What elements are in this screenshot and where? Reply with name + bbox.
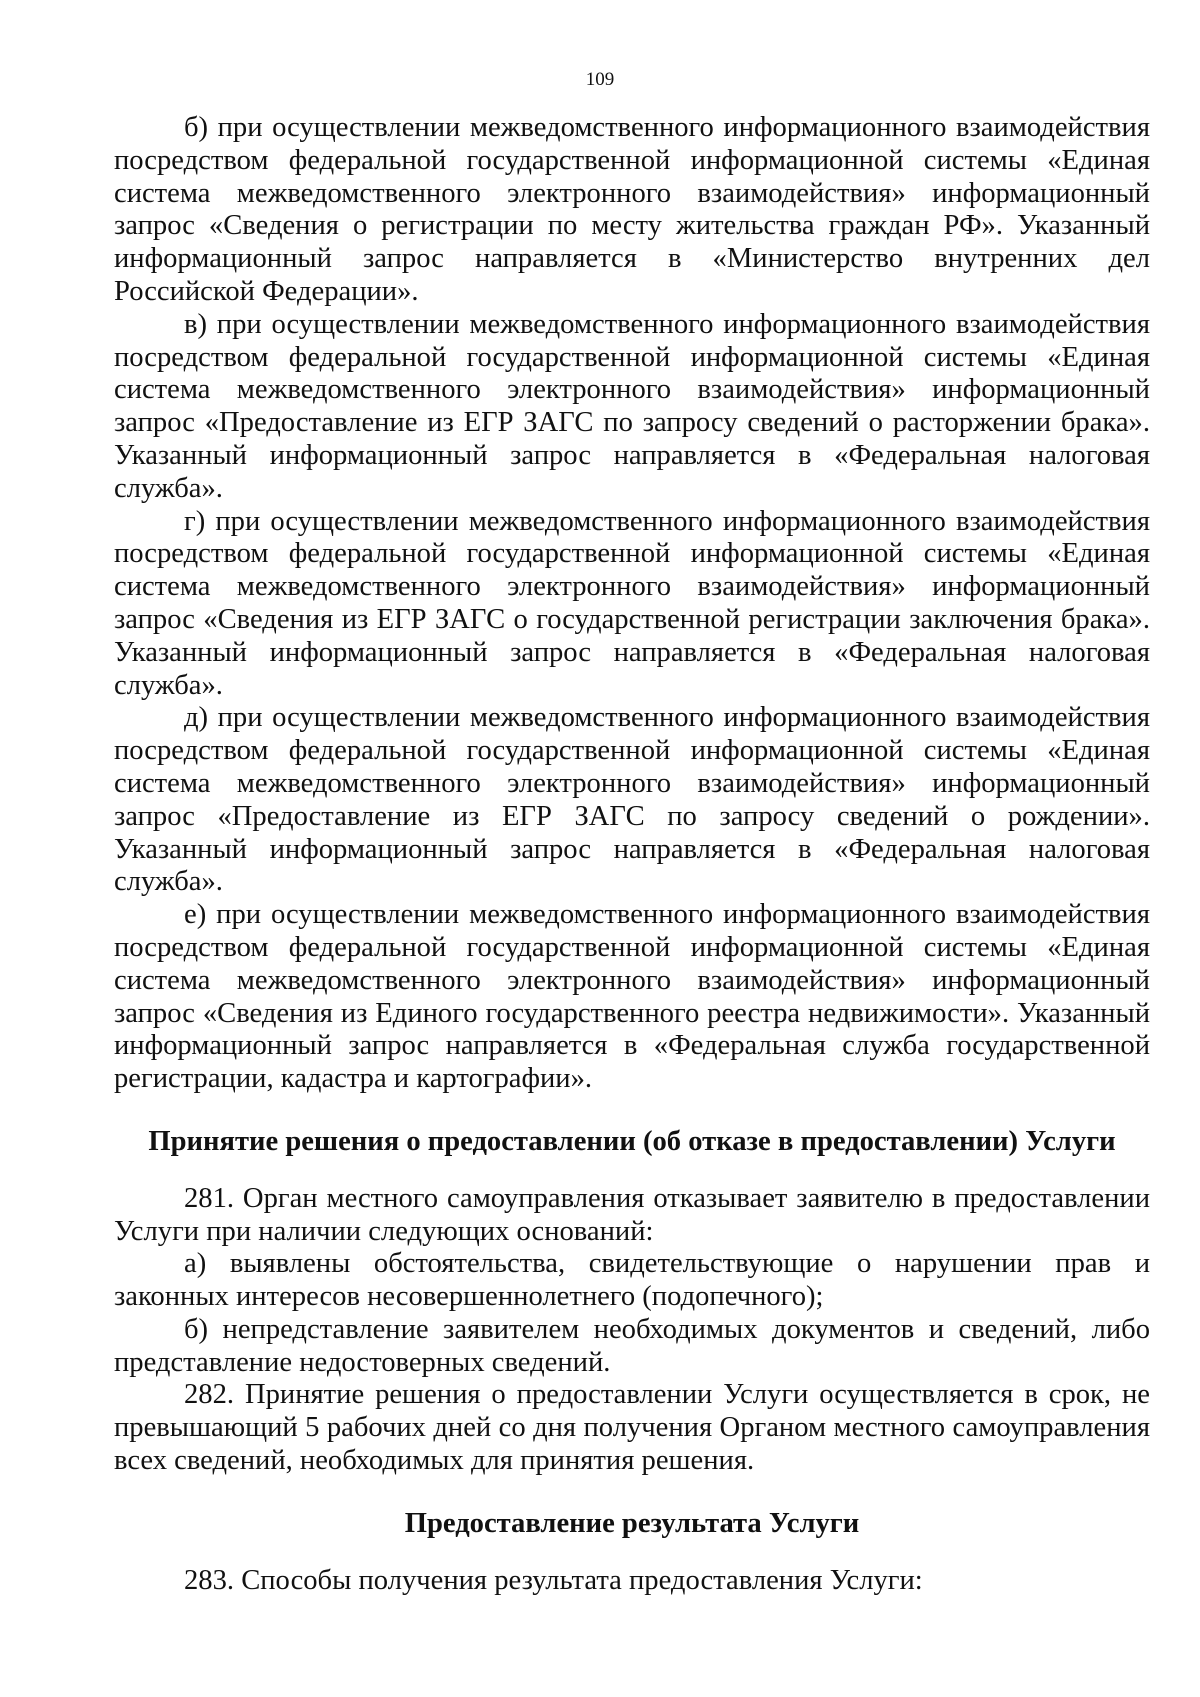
paragraph-g: г) при осуществлении межведомственного информационного взаимодействия посредством федеральной государственной информационной системы «Единая система межведомственного электронного взаимодействия» информационный запрос «Сведения из ЕГР ЗАГС о государственной регистрации заключения брака». Указанный информационный запрос направляется в «Федеральная налоговая служба». bbox=[114, 505, 1150, 701]
paragraph-281: 281. Орган местного самоуправления отказывает заявителю в предоставлении Услуги при наличии следующих оснований: bbox=[114, 1182, 1150, 1247]
paragraph-b: б) при осуществлении межведомственного информационного взаимодействия посредством федеральной государственной информационной системы «Единая система межведомственного электронного взаимодействия» информационный запрос «Сведения о регистрации по месту жительства граждан РФ». Указанный информационный запрос направляется в «Министерство внутренних дел Российской Федерации». bbox=[114, 112, 1150, 307]
paragraph-283: 283. Способы получения результата предоставления Услуги: bbox=[184, 1564, 923, 1596]
paragraph-281-a: а) выявлены обстоятельства, свидетельствующие о нарушении прав и законных интересов несовершеннолетнего (подопечного); bbox=[114, 1248, 1150, 1313]
paragraph-d: д) при осуществлении межведомственного информационного взаимодействия посредством федеральной государственной информационной системы «Единая система межведомственного электронного взаимодействия» информационный запрос «Предоставление из ЕГР ЗАГС по запросу сведений о рождении». Указанный информационный запрос направляется в «Федеральная налоговая служба». bbox=[114, 702, 1150, 898]
section-heading-decision: Принятие решения о предоставлении (об отказе в предоставлении) Услуги bbox=[148, 1125, 1116, 1157]
paragraph-281-b: б) непредставление заявителем необходимых документов и сведений, либо представление недостоверных сведений. bbox=[114, 1313, 1150, 1378]
paragraph-e: е) при осуществлении межведомственного информационного взаимодействия посредством федеральной государственной информационной системы «Единая система межведомственного электронного взаимодействия» информационный запрос «Сведения из Единого государственного реестра недвижимости». Указанный информационный запрос направляется в «Федеральная служба государственной регистрации, кадастра и картографии». bbox=[114, 899, 1150, 1095]
paragraph-282: 282. Принятие решения о предоставлении Услуги осуществляется в срок, не превышающий 5 рабочих дней со дня получения Органом местного самоуправления всех сведений, необходимых для принятия решения. bbox=[114, 1379, 1150, 1477]
page-number: 109 bbox=[585, 69, 615, 90]
paragraph-v: в) при осуществлении межведомственного информационного взаимодействия посредством федеральной государственной информационной системы «Единая система межведомственного электронного взаимодействия» информационный запрос «Предоставление из ЕГР ЗАГС по запросу сведений о расторжении брака». Указанный информационный запрос направляется в «Федеральная налоговая служба». bbox=[114, 308, 1150, 504]
section-heading-result: Предоставление результата Услуги bbox=[404, 1507, 860, 1539]
document-body bbox=[114, 112, 1150, 1597]
